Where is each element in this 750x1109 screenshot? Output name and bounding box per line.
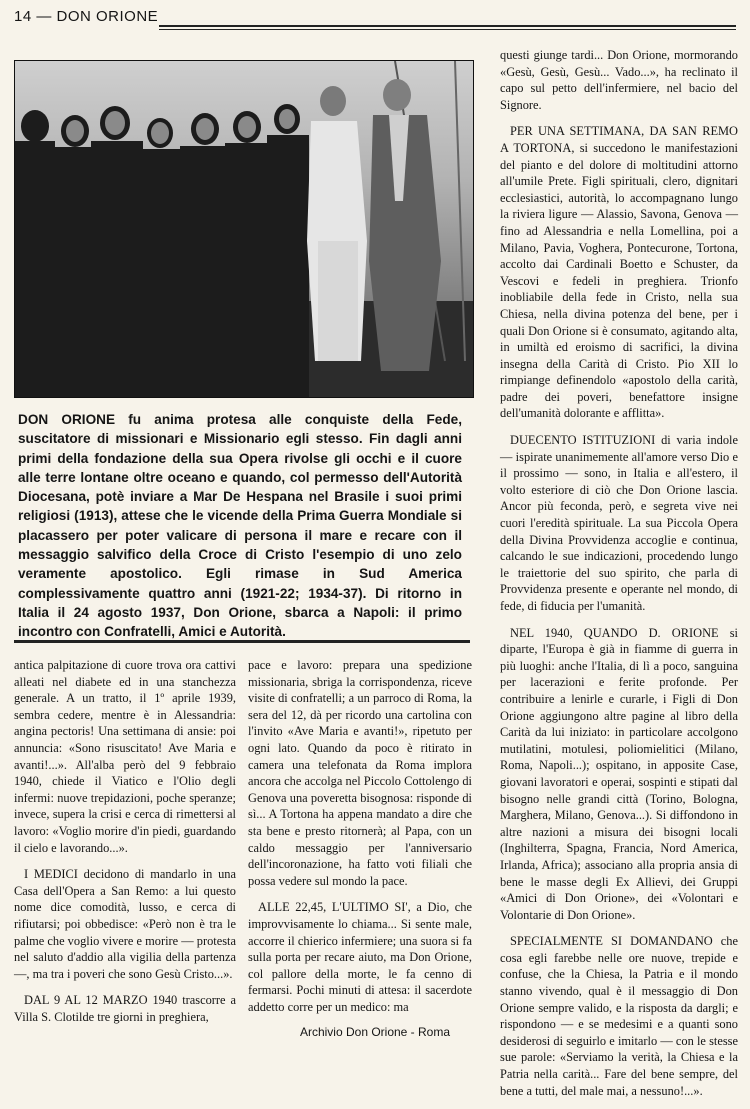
paragraph-lead: DAL 9 AL 12 MARZO 1940 <box>24 993 178 1008</box>
paragraph <box>500 123 738 422</box>
paragraph-body: si diparte, l'Europa è già in fiamme di guerra in più luoghi: anche l'Italia, di lì a poco, sanguina per lacerazioni e ferite profonde. Per contribuire a lenirle e curarle, i Figli di Don Orione aggiungono altre pagine al libro della Carità da lui iniziato: in particolare accolgono mutilatini, motulesi, poliomielitici (Milano, Roma, Napoli...); ospitano, in apposite Case, giovani lavoratori e operai, sospinti e stipati dal bisogno nelle grandi città (Torino, Bologna, Marghera, Milano, Genova...). Si diffondono in altre nazioni a misura dei bisogni locali (Inghilterra, Spagna, Francia, Nord America, Irlanda, Africa); associano alla propria ansia di bene le masse degli Ex Allievi, dei Gruppi «Amici di Don Orione», dei «Volontari e Volontarie di Don Orione». <box>500 625 738 922</box>
paragraph-body: di varia indole — ispirate unanimemente all'amore verso Dio e il prossimo — sono, in Italia e all'estero, il volto esteriore di ciò che Don Orione lascia. Ancor più feconda, però, e segreta vive nei cuori l'eredità spirituale. La sua Piccola Opera della Divina Provvidenza accoglie e continua, calcando le sue indicazioni, procedendo lungo le traiettorie del suo spirito, che parla di Provvidenza presente e operante nel mondo, di fede, di fiducia per l'umanità. <box>500 433 738 613</box>
paragraph-body: che cosa egli farebbe nelle ore nuove, trepide e confuse, che la Chiesa, la Patria e il mondo stanno vivendo, qual è il messaggio di Don Orione sempre valido, e la risposta da dargli; e rispondono — e se medesimi e a quanti sono desiderosi di seguirlo e imitarlo — con le stesse sue parole: «Serviamo la verità, la Chiesa e la Patria nella carità... Fare del bene sempre, del bene a tutti, del male mai, a nessuno!...». <box>500 934 738 1098</box>
paragraph <box>500 625 738 924</box>
group-photo <box>14 60 474 398</box>
paragraph-lead: ALLE 22,45, L'ULTIMO SI' <box>258 900 408 915</box>
header-rule <box>159 25 736 27</box>
paragraph-body: , a Dio, che improvvisamente lo chiama... Si sente male, accorre il chierico infermiere; una suora si fa sulla porta per recare aiuto, ma Don Orione, col pallore della morte, le fa cenno di fermarsi. Pochi minuti di attesa: il sacerdote addetto corre per un medico: ma <box>248 900 472 1014</box>
paragraph <box>500 432 738 615</box>
paragraph-lead: I MEDICI <box>24 867 78 882</box>
paragraph-lead: NEL 1940, QUANDO D. ORIONE <box>510 625 719 640</box>
paragraph <box>14 992 236 1025</box>
group-photo-image <box>15 61 473 397</box>
paragraph-body: trascorre a Villa S. Clotilde tre giorni in preghiera, <box>14 993 236 1024</box>
paragraph-lead: SPECIALMENTE SI DOMANDANO <box>510 934 713 949</box>
photo-caption: DON ORIONE fu anima protesa alle conquiste della Fede, suscitatore di missionari e Missionario egli stesso. Fin dagli anni primi della fondazione della sua Opera rivolse gli occhi e il cuore alle terre lontane oltre oceano e quando, col permesso dell'Autorità Diocesana, potè inviare a Mar De Hespana nel Brasile i suoi primi religiosi (1913), attese che le vicende della Prima Guerra Mondiale si placassero per poter valicare di persona il mare e recare con il messaggio salvifico della Croce di Cristo l'esempio di uno zelo veramente apostolico. Egli rimase in Sud America complessivamente quattro anni (1921-22; 1934-37). Di ritorno in Italia il 24 agosto 1937, Don Orione, sbarca a Napoli: il primo incontro con Confratelli, Amici e Autorità. <box>18 412 462 640</box>
column-3 <box>500 47 738 1109</box>
page-header <box>14 8 736 32</box>
paragraph-lead: PER UNA SETTIMANA, DA SAN REMO A TORTONA <box>500 124 738 155</box>
column-1 <box>14 657 236 1035</box>
page-number-title: 14 — DON ORIONE <box>14 8 159 25</box>
paragraph-body: decidono di mandarlo in una Casa dell'Opera a San Remo: a lui questo nome dice comodità, lusso, e cerca di rifiutarsi; poi obbedisce: «Però non è tra le palme che voglio vivere e morire — protesta nel saluto d'addio alla vigilia della partenza —, ma tra i poveri che sono Gesù Cristo...». <box>14 867 236 981</box>
column-2 <box>248 657 472 1025</box>
section-divider <box>14 640 470 643</box>
paragraph: antica palpitazione di cuore trova ora cattivi alleati nel diabete ed in una stanchezza generale. A un tratto, il 1º aprile 1939, sembra cedere, mentre è in Alessandria: angina pectoris! Una settimana di ansie: poi annuncia: «Sono risuscitato! Ave Maria e avanti!...». All'alba però del 9 febbraio 1940, chiede il Viatico e l'Olio degli infermi: nuove trepidazioni, poche speranze; invece, supera la crisi e cerca di rimettersi al lavoro: «Voglio morire d'in piedi, guardando il cielo e lavorando...». <box>14 658 236 855</box>
header-rule-thin <box>159 29 736 30</box>
paragraph <box>14 866 236 982</box>
paragraph: questi giunge tardi... Don Orione, mormorando «Gesù, Gesù, Gesù... Vado...», ha reclinato il capo sul petto dell'infermiere, nel bacio del Signore. <box>500 48 738 112</box>
paragraph <box>248 899 472 1015</box>
paragraph-body: , si succedono le manifestazioni del pianto e del dolore di moltitudini attorno all'umile Prete. Figli spirituali, clero, dignitari ecclesiastici, autorità, lo accompagnano lungo la riviera ligure — Alassio, Savona, Genova — fino ad Alessandria e nella Lomellina, poi a Milano, Pavia, Voghera, Pontecurone, Tortona, accolto dai Cardinali Boetto e Schuster, da Vescovi e fedeli in preghiera. Trionfo inobliabile della fede in Cristo, nella sua Chiesa, nella divina potenza del bene, per i quali Don Orione si è consumato, agitando alta, in umiltà ed eroismo di sacrifici, la divina insegna della Carità di Cristo. Pio XII lo rimpiange definendolo «apostolo della carità, padre dei poveri, benefattore insigne dell'umanità dolorante e afflitta». <box>500 140 738 421</box>
paragraph: pace e lavoro: prepara una spedizione missionaria, sbriga la corrispondenza, riceve visite di confratelli; a un parroco di Roma, la sera del 12, dà per ricordo una cartolina con l'invito «Ave Maria e avanti!», ripetuto per ogni lato. Quando da poco è ritirato in camera una telefonata da Roma implora ancora che accolga nel Piccolo Cottolengo di Genova una poveretta bisognosa: risponde di sì... A Tortona ha appena mandato a dire che sta bene e presto ritornerà; al Papa, con un caldo messaggio per l'anniversario dell'incoronazione, ha fatto voti filiali che possa vedere sul mondo la pace. <box>248 658 472 888</box>
paragraph-lead: DUECENTO ISTITUZIONI <box>510 433 656 448</box>
paragraph <box>500 933 738 1099</box>
archive-footer: Archivio Don Orione - Roma <box>299 1025 451 1039</box>
